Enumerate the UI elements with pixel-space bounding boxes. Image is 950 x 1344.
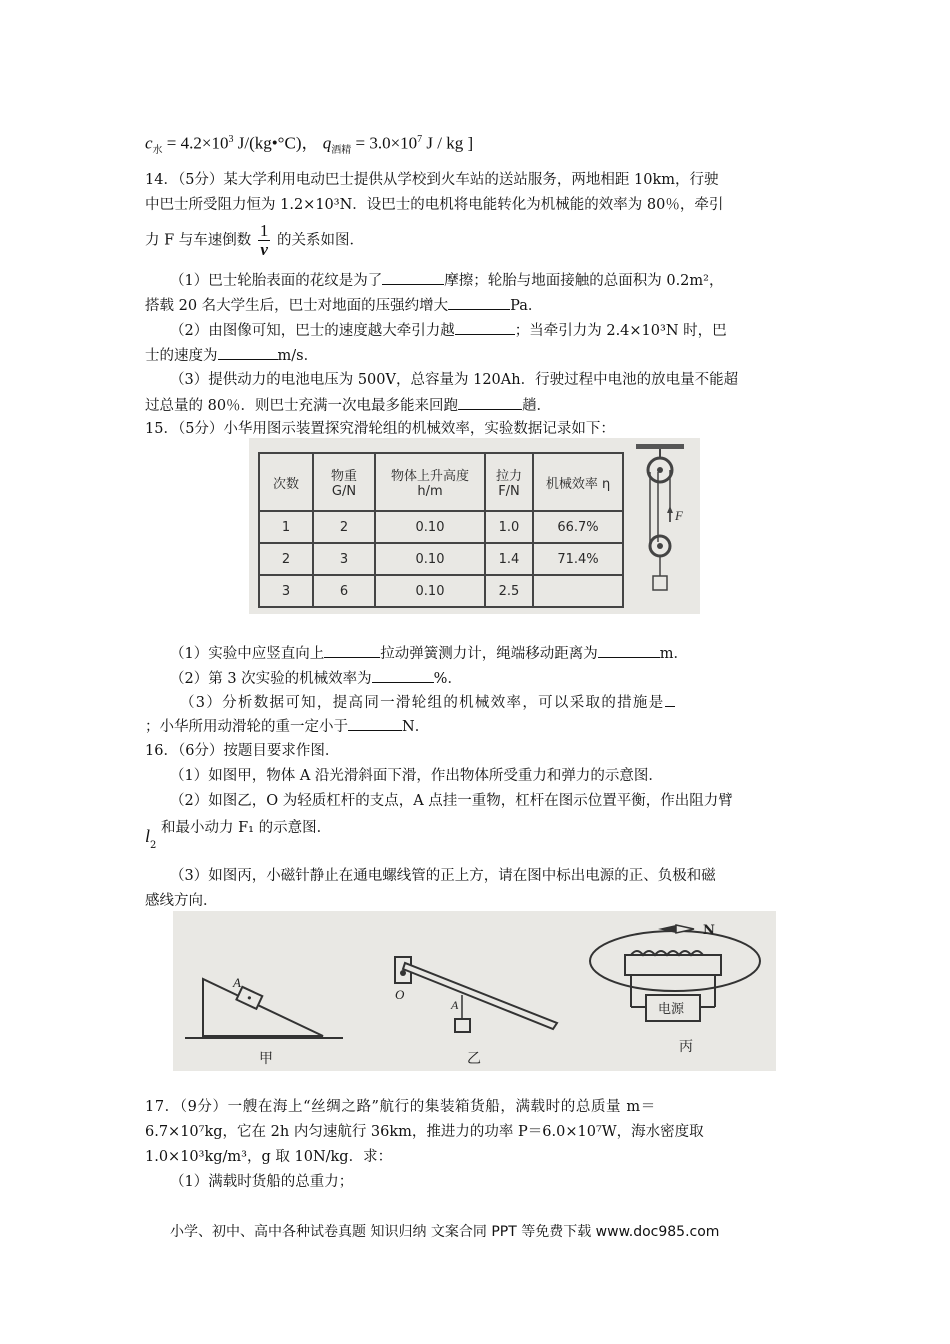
- table-cell: 71.4%: [533, 543, 623, 575]
- q14-p1-text-a: （1）巴士轮胎表面的花纹是为了: [170, 273, 383, 289]
- c-exponent: 3: [228, 134, 234, 145]
- table-cell: 3: [259, 575, 313, 607]
- q14-p3-text-c: 趟．: [522, 398, 552, 414]
- l2-symbol: l: [145, 826, 151, 846]
- table-cell: 0.10: [375, 575, 485, 607]
- table-row: [259, 575, 623, 607]
- q14-part1-line2: [145, 295, 542, 316]
- q14-p3-text-b: 过总量的 80％．则巴士充满一次电最多能来回跑: [145, 398, 459, 414]
- table-cell: [533, 575, 623, 607]
- figure-bing-label: 丙: [679, 1039, 693, 1055]
- q15-p1-text-c: m．: [659, 646, 688, 662]
- figure-yi-label: 乙: [467, 1051, 481, 1067]
- q15-p1-text-a: （1）实验中应竖直向上: [170, 646, 325, 662]
- q15-p1-text-b: 拉动弹簧测力计，绳端移动距离为: [380, 646, 598, 662]
- table-cell: 66.7%: [533, 511, 623, 543]
- table-cell: 0.10: [375, 511, 485, 543]
- answer-blank[interactable]: [348, 716, 402, 731]
- fulcrum-o-label: O: [395, 987, 405, 1002]
- q15-p3-text-c: N．: [402, 719, 430, 735]
- table-cell: 1: [259, 511, 313, 543]
- table-row: [259, 511, 623, 543]
- table-header: 机械效率 η: [533, 453, 623, 511]
- q14-line1: 14．（5分）某大学利用电动巴士提供从学校到火车站的送站服务，两地相距 10km，行驶: [145, 172, 719, 188]
- table-header: 拉力 F/N: [485, 453, 533, 511]
- q16-part2-line1: （2）如图乙，O 为轻质杠杆的支点，A 点挂一重物，杠杆在图示位置平衡，作出阻力臂: [170, 793, 733, 809]
- q17-line2: 6.7×10⁷kg，它在 2h 内匀速航行 36km，推进力的功率 P＝6.0×10⁷W，海水密度取: [145, 1124, 704, 1140]
- q-exponent: 7: [417, 134, 423, 145]
- c-value: = 4.2×10: [162, 133, 229, 153]
- page-footer: 小学、初中、高中各种试卷真题 知识归纳 文案合同 PPT 等免费下载 www.doc985.com: [170, 1224, 720, 1240]
- table-cell: 2: [259, 543, 313, 575]
- figure-jia-label: 甲: [259, 1051, 273, 1067]
- formula-line: [145, 130, 473, 161]
- q15-p2-text-b: %．: [433, 671, 462, 687]
- point-a-label: A: [451, 998, 459, 1012]
- table-cell: 1.4: [485, 543, 533, 575]
- experiment-data-table: [258, 452, 624, 608]
- q14-line3-post: 的关系如图．: [277, 232, 364, 249]
- figures-diagram: [173, 911, 776, 1071]
- q14-p1-text-b: 摩擦；轮胎与地面接触的总面积为 0.2m²，: [444, 273, 724, 289]
- q14-line3: [145, 222, 364, 259]
- c-subscript: 水: [152, 145, 163, 157]
- q15-part1: [170, 643, 688, 664]
- c-symbol: c: [145, 133, 153, 153]
- pulley-force-label: F: [675, 508, 683, 523]
- q14-part3-line2: [145, 395, 551, 416]
- fraction-denominator: v: [260, 240, 268, 259]
- q14-p2-text-b: ；当牵引力为 2.4×10³N 时，巴: [514, 323, 727, 339]
- figure-yi: [395, 957, 557, 1067]
- q15-part3-line2: [145, 716, 429, 737]
- q14-part2-line2: [145, 345, 318, 366]
- table-cell: 2.5: [485, 575, 533, 607]
- fraction-numerator: 1: [259, 221, 269, 240]
- table-cell: 2: [313, 511, 375, 543]
- q-value: = 3.0×10: [351, 133, 418, 153]
- q14-part1-line1: [170, 270, 723, 291]
- answer-blank[interactable]: [448, 295, 510, 310]
- q15-p3-text-a: （3）分析数据可知，提高同一滑轮组的机械效率，可以采取的措施是: [180, 695, 665, 711]
- q15-intro: 15．（5分）小华用图示装置探究滑轮组的机械效率，实验数据记录如下：: [145, 421, 615, 437]
- q14-p2-text-d: m/s．: [277, 348, 319, 364]
- q17-line3: 1.0×10³kg/m³，g 取 10N/kg．求：: [145, 1149, 393, 1165]
- answer-blank[interactable]: [372, 668, 434, 683]
- table-header: 物重 G/N: [313, 453, 375, 511]
- q15-p3-text-b: ；小华所用动滑轮的重一定小于: [145, 719, 348, 735]
- pulley-diagram: [628, 440, 698, 612]
- table-row: [259, 543, 623, 575]
- power-supply-label: 电源: [658, 1002, 685, 1017]
- q15-part3-line1: [180, 692, 675, 713]
- table-cell: 6: [313, 575, 375, 607]
- figure-bing: [590, 923, 760, 1055]
- table-cell: 0.10: [375, 543, 485, 575]
- q17-part1: （1）满载时货船的总重力；: [170, 1174, 354, 1190]
- answer-blank[interactable]: [382, 270, 444, 285]
- q14-line2: 中巴士所受阻力恒为 1.2×10³N．设巴士的电机将电能转化为机械能的效率为 80％，牵引: [145, 197, 724, 213]
- q-symbol: q: [322, 133, 332, 153]
- q14-p1-text-c: 搭载 20 名大学生后，巴士对地面的压强约增大: [145, 298, 449, 314]
- l2-subscript: 2: [150, 839, 157, 851]
- q15-p2-text-a: （2）第 3 次实验的机械效率为: [170, 671, 372, 687]
- figure-jia: [185, 975, 343, 1067]
- answer-blank[interactable]: [455, 320, 515, 335]
- q14-part2-line1: [170, 320, 727, 341]
- table-header: 物体上升高度 h/m: [375, 453, 485, 511]
- table-header: 次数: [259, 453, 313, 511]
- q16-part2-line2: [145, 816, 332, 851]
- q14-p1-text-d: Pa．: [510, 298, 543, 314]
- q-subscript: 酒精: [331, 145, 352, 157]
- q16-part1: （1）如图甲，物体 A 沿光滑斜面下滑，作出物体所受重力和弹力的示意图．: [170, 768, 663, 784]
- formula-separator: ，: [301, 133, 319, 153]
- answer-blank[interactable]: [324, 643, 380, 658]
- answer-blank[interactable]: [598, 643, 660, 658]
- answer-blank[interactable]: [665, 692, 675, 707]
- q14-part3-line1: （3）提供动力的电池电压为 500V，总容量为 120Ah．行驶过程中电池的放电量不能超: [170, 372, 739, 388]
- q14-p2-text-a: （2）由图像可知，巴士的速度越大牵引力越: [170, 323, 455, 339]
- north-pole-label: N: [703, 923, 715, 938]
- q16-part3-line1: （3）如图丙，小磁针静止在通电螺线管的正上方，请在图中标出电源的正、负极和磁: [170, 868, 716, 884]
- q17-line1: 17．（9分）一艘在海上“丝绸之路”航行的集装箱货船，满载时的总质量 m＝: [145, 1099, 656, 1115]
- block-a-label: A: [233, 975, 241, 990]
- q16-intro: 16．（6分）按题目要求作图．: [145, 743, 340, 759]
- q16-p2-text-b: 和最小动力 F₁ 的示意图．: [161, 820, 332, 836]
- q-unit: J / kg ]: [422, 133, 474, 153]
- answer-blank[interactable]: [218, 345, 278, 360]
- table-cell: 3: [313, 543, 375, 575]
- q14-p2-text-c: 士的速度为: [145, 348, 218, 364]
- q14-line3-pre: 力 F 与车速倒数: [145, 232, 252, 249]
- table-cell: 1.0: [485, 511, 533, 543]
- q15-part2: [170, 668, 462, 689]
- reciprocal-v-fraction: [258, 222, 271, 259]
- c-unit: J/(kg•°C): [233, 133, 302, 153]
- q16-part3-line2: 感线方向．: [145, 893, 218, 909]
- answer-blank[interactable]: [458, 395, 522, 410]
